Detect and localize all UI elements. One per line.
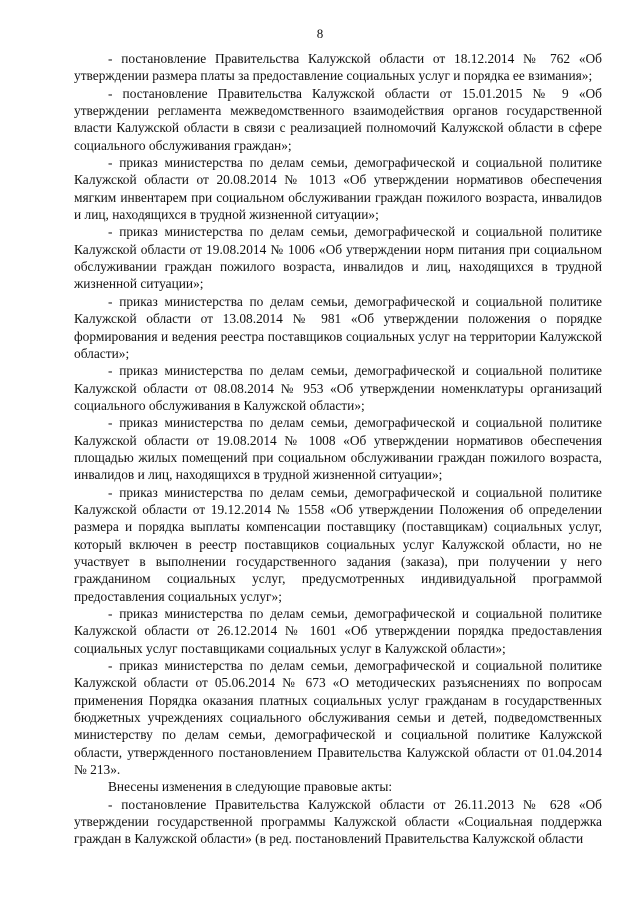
document-body bbox=[74, 50, 602, 848]
section-intro: Внесены изменения в следующие правовые акты: bbox=[108, 779, 393, 795]
list-item-resolution-9: - постановление Правительства Калужской области от 15.01.2015 № 9 «Об утверждении регламента межведомственного взаимодействия органов государственной власти Калужской области в связи с реализацией полномочий Калужской области в сфере социального обслуживания граждан»; bbox=[74, 85, 602, 153]
list-item-order-1008: - приказ министерства по делам семьи, демографической и социальной политике Калужской области от 19.08.2014 № 1008 «Об утверждении нормативов обеспечения площадью жилых помещений при социальном обслуживании граждан пожилого возраста, инвалидов и лиц, находящихся в трудной жизненной ситуации»; bbox=[74, 415, 602, 483]
list-item-order-981: - приказ министерства по делам семьи, демографической и социальной политике Калужской области от 13.08.2014 № 981 «Об утверждении положения о порядке формирования и ведения реестра поставщиков социальных услуг на территории Калужской области»; bbox=[74, 293, 602, 361]
list-item-resolution-628: - постановление Правительства Калужской области от 26.11.2013 № 628 «Об утверждении государственной программы Калужской области «Социальная поддержка граждан в Калужской области» (в ред. постановлений Правительства Калужской области bbox=[74, 796, 602, 847]
list-item-order-1558: - приказ министерства по делам семьи, демографической и социальной политике Калужской области от 19.12.2014 № 1558 «Об утверждении Положения об определении размера и порядка выплаты компенсации поставщику (поставщикам) социальных услуг, который включен в реестр поставщиков социальных услуг Калужской области, но не участвует в выполнении государственного задания (заказа), при получении у него гражданином социальных услуг, предусмотренных индивидуальной программой предоставления социальных услуг»; bbox=[74, 484, 602, 604]
list-item-order-673: - приказ министерства по делам семьи, демографической и социальной политике Калужской области от 05.06.2014 № 673 «О методических разъяснениях по вопросам применения Порядка оказания платных социальных услуг гражданам в государственных бюджетных учреждениях социального обслуживания семьи и детей, подведомственных министерству по делам семьи, демографической и социальной политике Калужской области, утвержденного постановлением Правительства Калужской области от 01.04.2014 № 213». bbox=[74, 658, 602, 778]
list-item-order-1013: - приказ министерства по делам семьи, демографической и социальной политике Калужской области от 20.08.2014 № 1013 «Об утверждении нормативов обеспечения мягким инвентарем при социальном обслуживании граждан пожилого возраста, инвалидов и лиц, находящихся в трудной жизненной ситуации»; bbox=[74, 155, 602, 223]
page-number: 8 bbox=[316, 26, 324, 41]
list-item-resolution-762: - постановление Правительства Калужской области от 18.12.2014 № 762 «Об утверждении размера платы за предоставление социальных услуг и порядка ее взимания»; bbox=[74, 51, 602, 84]
list-item-order-1006: - приказ министерства по делам семьи, демографической и социальной политике Калужской области от 19.08.2014 № 1006 «Об утверждении норм питания при социальном обслуживании граждан пожилого возраста, инвалидов и лиц, находящихся в трудной жизненной ситуации»; bbox=[74, 224, 602, 292]
list-item-order-953: - приказ министерства по делам семьи, демографической и социальной политике Калужской области от 08.08.2014 № 953 «Об утверждении номенклатуры организаций социального обслуживания в Калужской области»; bbox=[74, 363, 602, 413]
list-item-order-1601: - приказ министерства по делам семьи, демографической и социальной политике Калужской области от 26.12.2014 № 1601 «Об утверждении порядка предоставления социальных услуг поставщиками социальных услуг в Калужской области»; bbox=[74, 606, 602, 656]
